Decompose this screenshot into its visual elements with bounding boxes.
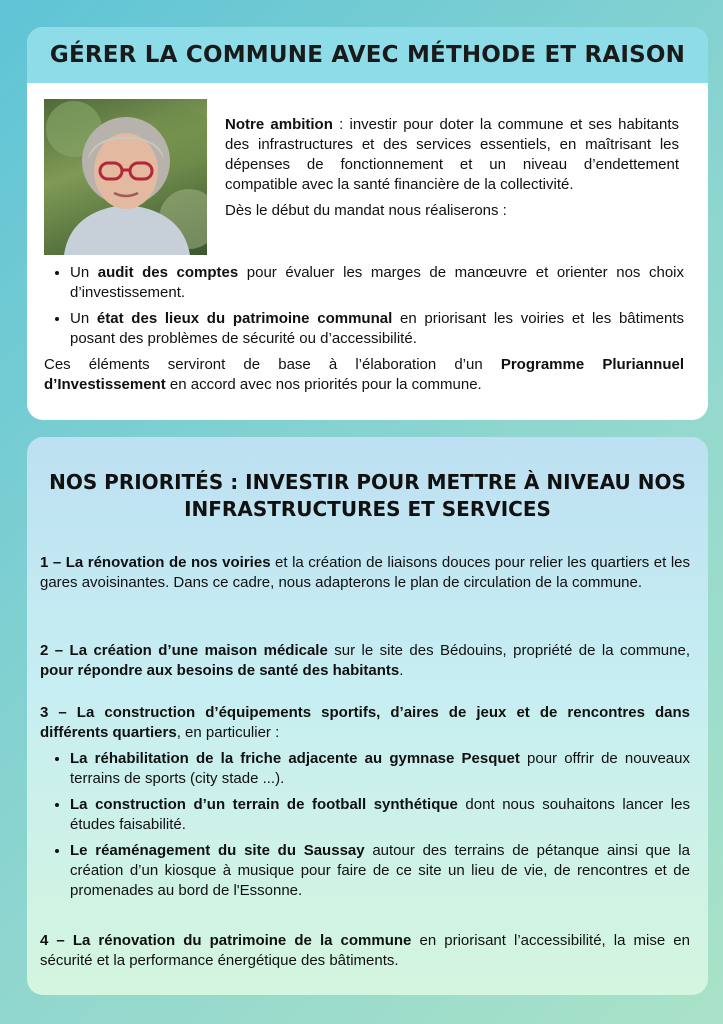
method-list [44,263,684,349]
list-item [70,795,690,835]
method-body [44,263,684,395]
ambition-text: : investir pour doter la commune et ses habitants des infrastructures et des services essentiels, en maîtrisant les dépenses de fonctionnement et un niveau d’endettement compatible avec la santé financière de la collectivité. [225,116,679,193]
ambition-label: Notre ambition [225,116,333,133]
closing-end: en accord avec nos priorités pour la commune. [165,376,482,393]
priority-3-body: , en particulier : [176,724,280,741]
closing-text: Ces éléments serviront de base à l’élaboration d’un [44,356,501,373]
priority-3-list [40,749,690,901]
priority-2-text [40,641,690,681]
priority-4-bold: 4 – La rénovation du patrimoine de la commune [40,932,412,949]
bullet-text: pour évaluer les marges de manœuvre et orienter nos choix d’investissement. [70,264,684,301]
priority-2-body: sur le site des Bédouins, propriété de la commune, [327,642,691,659]
closing-bold: Programme Pluriannuel d’Investissement [44,356,684,393]
priorities-title: NOS PRIORITÉS : INVESTIR POUR METTRE À NIVEAU NOS INFRASTRUCTURES ET SERVICES [49,470,686,521]
bullet-bold: La réhabilitation de la friche adjacente au gymnase Pesquet [70,750,520,767]
priority-1-text [40,553,690,593]
bullet-prefix: Un [70,264,98,281]
priority-4-text [40,931,690,971]
list-item [70,309,684,349]
closing-paragraph [44,355,684,395]
priority-4-body: en priorisant l’accessibilité, la mise en sécurité et la performance énergétique des bâtiments. [40,932,690,969]
bullet-bold: La construction d’un terrain de football synthétique [70,796,458,813]
list-item [70,841,690,901]
priority-2 [40,641,690,681]
bullet-bold: audit des comptes [97,264,239,281]
priority-1-bold: 1 – La rénovation de nos voiries [40,554,271,571]
priorities-card [27,437,708,995]
priority-1-body: et la création de liaisons douces pour relier les quartiers et les gares avoisinantes. Dans ce cadre, nous adapterons le plan de circulation de la commune. [40,554,690,591]
bullet-bold: Le réaménagement du site du Saussay [70,842,365,859]
page-title: GÉRER LA COMMUNE AVEC MÉTHODE ET RAISON [49,42,686,68]
priority-3 [40,703,690,907]
ambition-paragraph [225,115,679,195]
bullet-text: autour des terrains de pétanque ainsi que la création d’un kiosque à musique pour faire de ce site un lieu de vie, de rencontres et de promenades au bord de l'Essonne. [70,842,690,899]
bullet-text: pour offrir de nouveaux terrains de sports (city stade ...). [70,750,690,787]
intro-block [225,115,679,221]
lead-paragraph: Dès le début du mandat nous réaliserons : [225,202,507,219]
title-bar [27,27,708,83]
method-card [27,27,708,420]
list-item [70,749,690,789]
priority-1 [40,553,690,593]
candidate-photo [44,99,207,255]
bullet-text: dont nous souhaitons lancer les études faisabilité. [70,796,690,833]
bullet-bold: état des lieux du patrimoine communal [96,310,393,327]
priority-4 [40,931,690,971]
priority-2-bold2: pour répondre aux besoins de santé des habitants [40,662,400,679]
priority-3-text [40,703,690,743]
portrait-illustration [44,99,207,255]
priority-2-bold: 2 – La création d’une maison médicale [40,642,328,659]
list-item [70,263,684,303]
priority-3-bold: 3 – La construction d’équipements sportifs, d’aires de jeux et de rencontres dans différents quartiers [40,704,690,741]
bullet-text: en priorisant les voiries et les bâtiments posant des problèmes de sécurité ou d’accessibilité. [70,310,684,347]
priority-2-end: . [399,662,404,679]
bullet-prefix: Un [70,310,97,327]
